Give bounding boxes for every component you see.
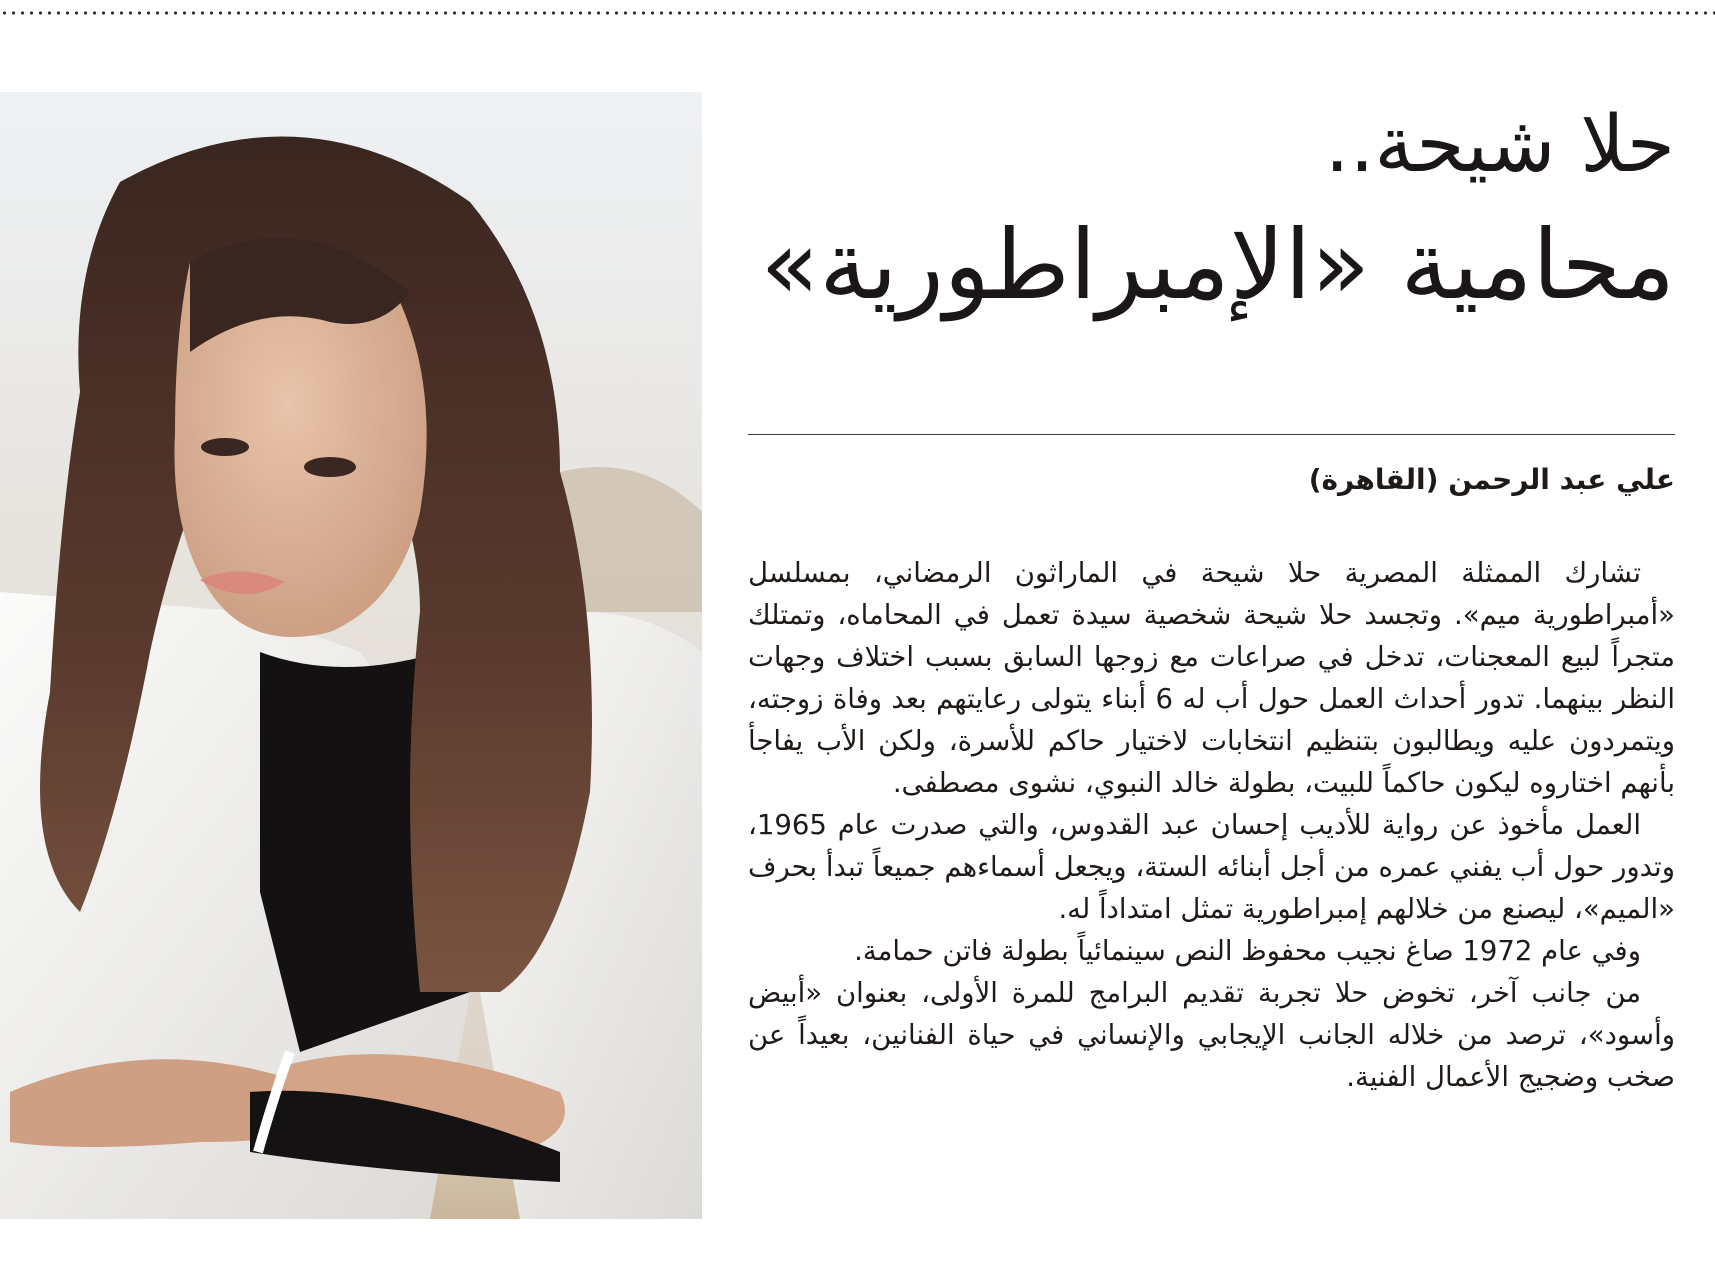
portrait-photo-icon — [0, 92, 702, 1219]
dotted-top-border — [0, 8, 1715, 18]
article-headline — [755, 90, 1675, 330]
body-paragraph-2: العمل مأخوذ عن رواية للأديب إحسان عبد القدوس، والتي صدرت عام 1965، وتدور حول أب يفني عمره من أجل أبنائه الستة، ويجعل أسماءهم جميعاً تبدأ بحرف «الميم»، ليصنع من خلالهم إمبراطورية تمثل امتداداً له. — [748, 809, 1675, 925]
author-byline: علي عبد الرحمن (القاهرة) — [1308, 463, 1675, 496]
body-paragraph-1: تشارك الممثلة المصرية حلا شيحة في الماراثون الرمضاني، بمسلسل «أمبراطورية ميم». وتجسد حلا شيحة شخصية سيدة تعمل في المحاماه، وتمتلك متجراً لبيع المعجنات، تدخل في صراعات مع زوجها السابق بسبب اختلاف وجهات النظر بينهما. تدور أحداث العمل حول أب له 6 أبناء يتولى رعايتهم بعد وفاة زوجته، ويتمردون عليه ويطالبون بتنظيم انتخابات لاختيار حاكم للأسرة، ولكن الأب يفاجأ بأنهم اختاروه ليكون حاكماً للبيت، بطولة خالد النبوي، نشوى مصطفى. — [748, 557, 1675, 799]
headline-line-1: حلا شيحة.. — [1324, 100, 1675, 190]
article-body — [748, 552, 1675, 1098]
body-paragraph-4: من جانب آخر، تخوض حلا تجربة تقديم البرامج للمرة الأولى، بعنوان «أبيض وأسود»، ترصد من خلاله الجانب الإيجابي والإنساني في حياة الفنانين، بعيداً عن صخب وضجيج الأعمال الفنية. — [748, 977, 1675, 1093]
headline-divider — [748, 434, 1675, 435]
headline-line-2: محامية «الإمبراطورية» — [760, 209, 1675, 321]
body-paragraph-3: وفي عام 1972 صاغ نجيب محفوظ النص سينمائياً بطولة فاتن حمامة. — [854, 935, 1641, 967]
article-photo — [0, 92, 702, 1219]
